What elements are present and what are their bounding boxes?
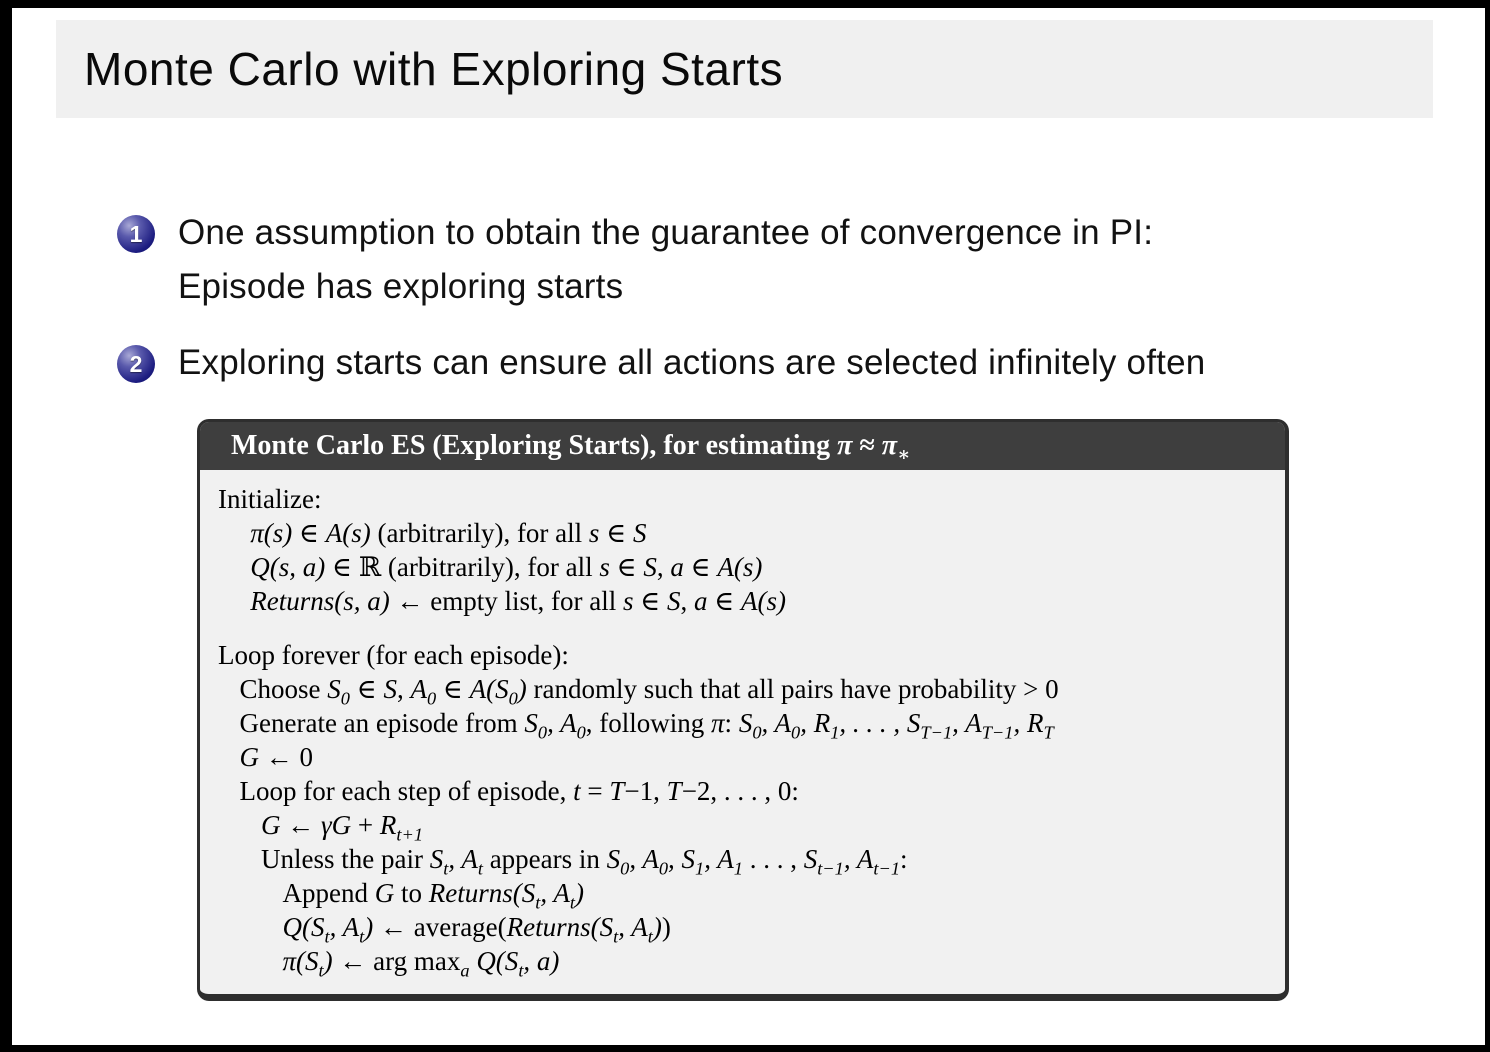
- algorithm-line: Choose $S_0$ ∈ S, $A_0$ ∈ $A(S_0)$ randomly such that all pairs have probability > 0: [239, 674, 1059, 709]
- algorithm-line: Unless the pair $S_t$, $A_t$ appears in $S_0$, $A_0$, $S_1$, $A_1$ . . . , $S_{t-1}$, $A_{t-1}$:: [261, 844, 908, 879]
- page-title: Monte Carlo with Exploring Starts: [84, 43, 784, 95]
- bullet-line: Exploring starts can ensure all actions are selected infinitely often: [178, 343, 1206, 382]
- algorithm-line: Generate an episode from $S_0$, $A_0$, following π: $S_0$, $A_0$, $R_1$, . . . , $S_{T-1}$, $A_{T-1}$, $R_T$: [239, 708, 1054, 743]
- algorithm-header: Monte Carlo ES (Exploring Starts), for estimating $\pi \approx \pi_∗$: [200, 422, 1285, 470]
- bullet-number-ball: 1: [117, 215, 155, 253]
- bullet-line: One assumption to obtain the guarantee of convergence in PI:: [178, 213, 1154, 252]
- algorithm-line: $\pi(S_t)$ ← arg $\max_a Q(S_t$, a): [282, 946, 560, 981]
- slide: [12, 8, 1485, 1045]
- algorithm-line: π(s) ∈ A(s) (arbitrarily), for all s ∈ S: [250, 518, 647, 548]
- algorithm-line: Initialize:: [218, 484, 322, 514]
- algorithm-line: Loop for each step of episode, t = T−1, T−2, . . . , 0:: [239, 776, 799, 806]
- bullet-text: [178, 336, 1205, 390]
- algorithm-line: $Q(S_t$, $A_t$) ← $average(Returns(S_t$, $A_t$)): [282, 912, 671, 947]
- bullet-text: [178, 206, 1153, 314]
- bullet-list: [117, 206, 1455, 412]
- algorithm-line: G ← $\gamma G + R_{t+1}$: [261, 810, 424, 845]
- algorithm-line: Returns(s, a) ← empty list, for all s ∈ S, a ∈ A(s): [250, 586, 786, 616]
- algorithm-box: [197, 419, 1289, 1001]
- bullet-number-ball: 2: [117, 345, 155, 383]
- algorithm-line: Q(s, a) ∈ ℝ (arbitrarily), for all s ∈ S, a ∈ A(s): [250, 552, 763, 582]
- bullet-line: Episode has exploring starts: [178, 267, 624, 306]
- bullet-item: [117, 336, 1455, 390]
- algorithm-line: Append G to $Returns(S_t$, $A_t$): [282, 878, 584, 913]
- algorithm-line: G ← 0: [239, 742, 313, 772]
- algorithm-body: [200, 470, 1285, 994]
- bullet-item: [117, 206, 1455, 314]
- algorithm-line: Loop forever (for each episode):: [218, 640, 569, 670]
- title-bar: [56, 20, 1433, 118]
